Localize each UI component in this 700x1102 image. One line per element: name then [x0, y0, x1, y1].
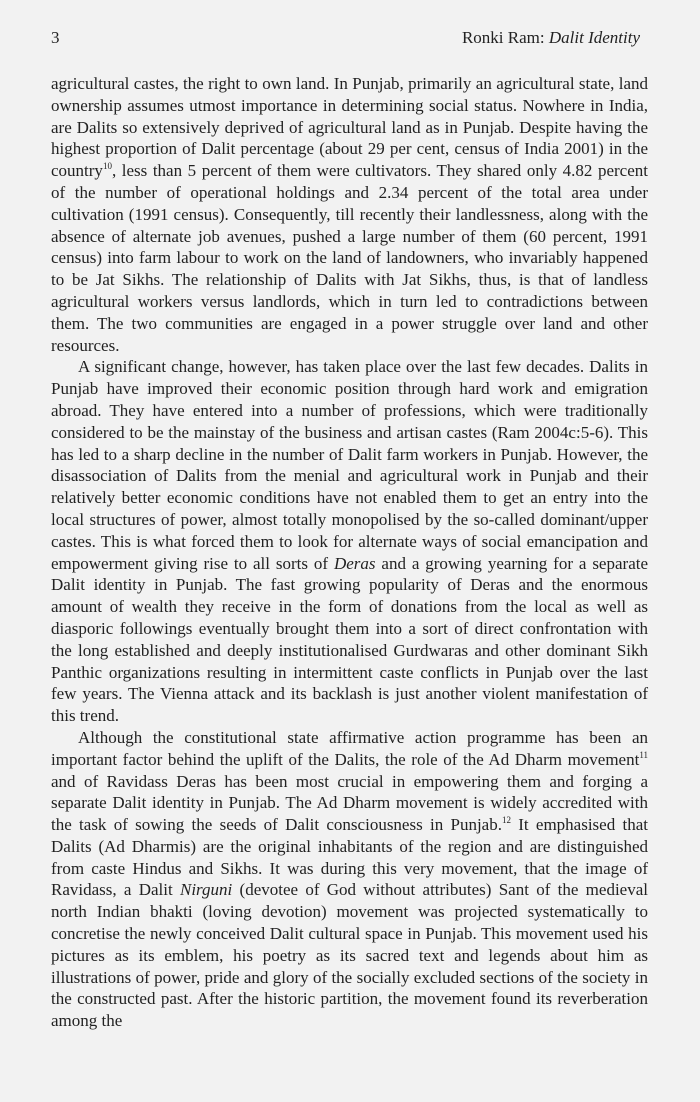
text-run: It emphasised that Dalits (Ad Dharmis) are the original inhabitants of the region and are distinguished from caste Hindus and Sikhs. It was during this very movement, that the image of Ravidass, a Dalit [51, 815, 648, 900]
footnote-ref: 11 [639, 749, 648, 760]
running-title-italic: Dalit Identity [548, 28, 640, 47]
text-run: (devotee of God without attributes) Sant of the medieval north Indian bhakti (loving devotion) movement was projected systematically to concretise the newly conceived Dalit cultural space in Punjab. This movement used his pictures as its emblem, his poetry as its sacred text and legends about him as illustrations of power, pride and glory of the socially excluded sections of the society in the constructed past. After the historic partition, the movement found its reverberation among the [51, 880, 648, 1031]
page-number: 3 [51, 28, 60, 47]
text-run: , less than 5 percent of them were cultivators. They shared only 4.82 percent of the number of operational holdings and 2.34 percent of the total area under cultivation (1991 census). Consequently, till recently their landlessness, along with the absence of alternate job avenues, pushed a large number of them (60 percent, 1991 census) into farm labour to work on the land of landowners, who invariably happened to be Jat Sikhs. The relationship of Dalits with Jat Sikhs, thus, is that of landless agricultural workers versus landlords, which in turn led to contradictions between them. The two communities are engaged in a power struggle over land and other resources. [51, 161, 648, 355]
paragraph-2 [51, 356, 648, 727]
footnote-ref: 10 [102, 161, 112, 172]
body-text [51, 73, 648, 1032]
text-run: A significant change, however, has taken place over the last few decades. Dalits in Punjab have improved their economic position through hard work and emigration abroad. They have entered into a number of professions, which were traditionally considered to be the mainstay of the business and artisan castes (Ram 2004c:5-6). This has led to a sharp decline in the number of Dalit farm workers in Punjab. However, the disassociation of Dalits from the menial and agricultural work in Punjab and their relatively better economic conditions have not enabled them to get an entry into the local structures of power, almost totally monopolised by the so-called dominant/upper castes. This is what forced them to look for alternate ways of social emancipation and empowerment giving rise to all sorts of [51, 357, 648, 573]
text-run: and a growing yearning for a separate Dalit identity in Punjab. The fast growing popularity of Deras and the enormous amount of wealth they receive in the form of donations from the local as well as diasporic followings eventually brought them into a sort of direct confrontation with the long established and deeply institutionalised Gurdwaras and other dominant Sikh Panthic organizations resulting in intermittent caste conflicts in Punjab over the last few years. The Vienna attack and its backlash is just another violent manifestation of this trend. [51, 553, 649, 726]
text-run: Although the constitutional state affirmative action programme has been an important factor behind the uplift of the Dalits, the role of the Ad Dharm movement [51, 727, 648, 769]
text-run: and of Ravidass Deras has been most crucial in empowering them and forging a separate Dalit identity in Punjab. The Ad Dharm movement is widely accredited with the task of sowing the seeds of Dalit consciousness in Punjab. [51, 771, 648, 835]
paragraph-3 [51, 727, 648, 1032]
italic-term: Nirguni [179, 880, 233, 900]
running-author: Ronki Ram: [461, 28, 549, 47]
text-run: agricultural castes, the right to own land. In Punjab, primarily an agricultural state, land ownership assumes utmost importance in determining social status. Nowhere in India, are Dalits so extensively deprived of agricultural land as in Punjab. Despite having the highest proportion of Dalit percentage (about 29 per cent, census of India 2001) in the country [51, 74, 648, 181]
italic-term: Deras [333, 553, 376, 573]
footnote-ref: 12 [501, 815, 511, 826]
paragraph-1 [51, 73, 648, 356]
running-title [462, 28, 640, 48]
